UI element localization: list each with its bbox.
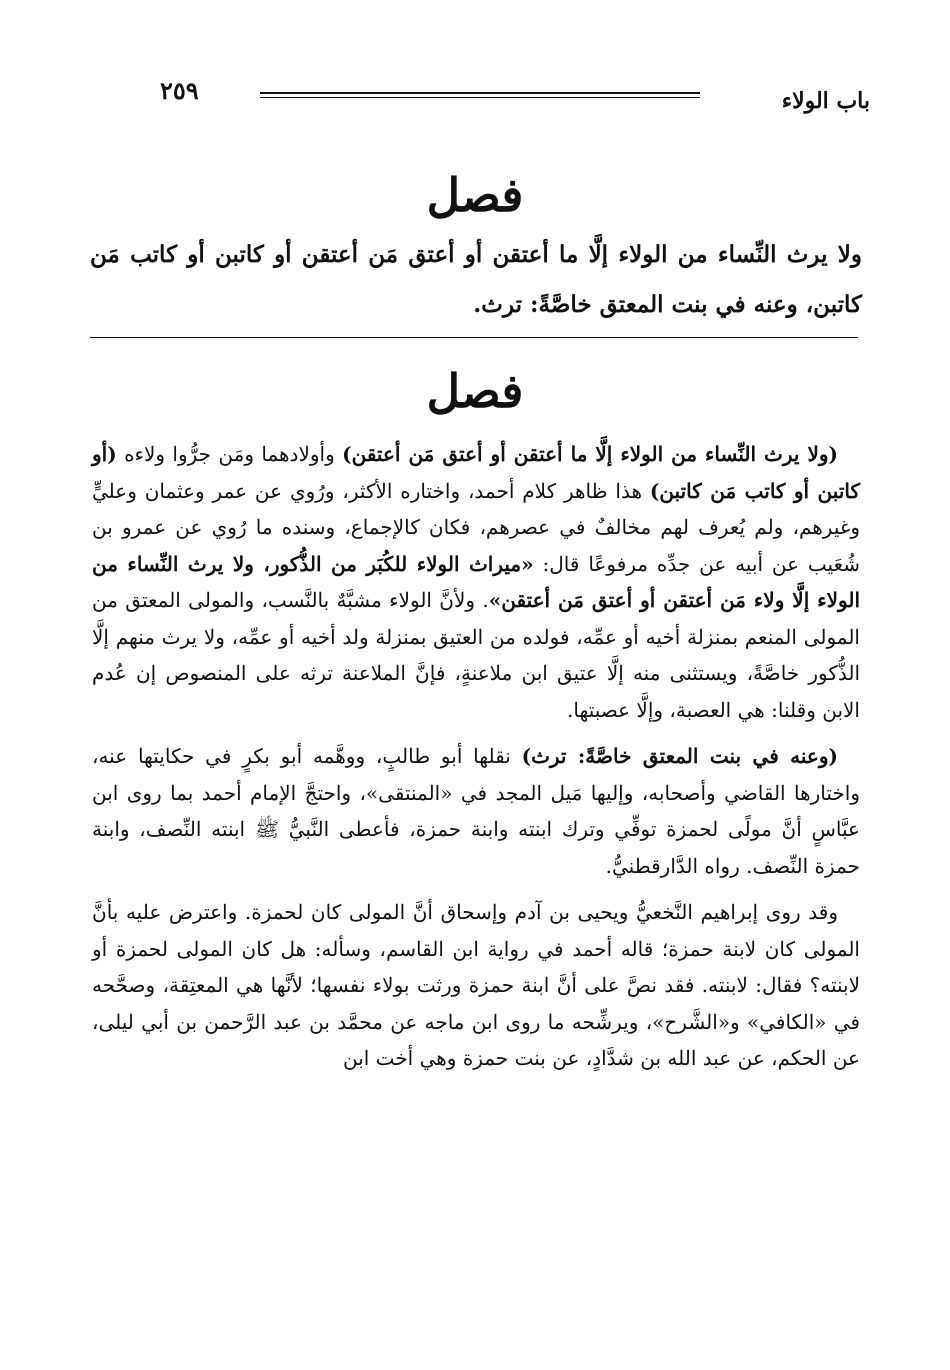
text-run: نقلها أبو طالبٍ، ووهَّمه أبو بكرٍ في حكايتها عنه، واختارها القاضي وأصحابه، وإليها مَيل المجد في «المنتقى»، واحتجَّ الإمام أحمد بما روى ابن عبَّاسٍ أنَّ مولًى لحمزة توفِّي وترك ابنته وابنة حمزة، فأعطى النَّبيُّ ﷺ ابنته النِّصف، وابنة حمزة النِّصف. رواه الدَّارقطنيُّ. — [92, 744, 860, 878]
header-rule — [260, 92, 700, 98]
text-run: وقد روى إبراهيم النَّخعيُّ ويحيى بن آدم وإسحاق أنَّ المولى كان لحمزة. واعترض عليه بأنَّ المولى كان لابنة حمزة؛ قاله أحمد في رواية ابن القاسم، وسأله: هل كان المولى لحمزة أو لابنته؟ فقال: لابنته. فقد نصَّ على أنَّ ابنة حمزة ورثت بولاء نفسها؛ لأنَّها هي المعتِقة، وصحَّحه في «الكافي» و«الشَّرح»، ويرشِّحه ما روى ابن ماجه عن محمَّد بن عبد الرَّحمن بن أبي ليلى، عن الحكم، عن عبد الله بن شدَّادٍ، عن بنت حمزة وهي أخت ابن — [92, 900, 860, 1070]
matn-rule — [90, 337, 858, 338]
text-run: (أو كاتبن أو كاتب مَن كاتبن) — [92, 442, 861, 503]
chapter-title: باب الولاء — [781, 88, 870, 114]
page-number: ٢٥٩ — [160, 76, 199, 105]
commentary-paragraph-1 — [92, 436, 860, 728]
text-run: هذا ظاهر كلام أحمد، واختاره الأكثر، ورُوي عن عمر وعثمان وعليٍّ وغيرهم، ولم يُعرف لهم مخالفٌ في عصرهم، فكان كالإجماع، وسنده ما رُوي عن عمرو بن شُعَيب عن أبيه عن جدِّه مرفوعًا قال: — [92, 478, 860, 576]
section-heading-2: فصل — [426, 364, 524, 418]
matn-text: ولا يرث النِّساء من الولاء إلَّا ما أعتقن أو أعتق مَن أعتقن أو كاتبن أو كاتب مَن كاتبن، وعنه في بنت المعتق خاصَّةً: ترث. — [90, 241, 862, 318]
commentary-body — [92, 436, 860, 1077]
running-header — [160, 78, 870, 118]
text-run: (ولا يرث النِّساء من الولاء إلَّا ما أعتقن أو أعتق مَن أعتقن) — [342, 442, 838, 466]
text-run: . ولأنَّ الولاء مشبَّهٌ بالنَّسب، والمولى المعتق من المولى المنعم بمنزلة أخيه أو عمِّه، فولده من العتيق بمنزلة ولد أخيه أو عمِّه، ولا يرث منهم إلَّا الذُّكور خاصَّةً، ويستثنى منه إلَّا عتيق ابن ملاعنةٍ، فإنَّ الملاعنة ترثه على المنصوص إن عُدم الابن وقلنا: هي العصبة، وإلَّا عصبتها. — [92, 588, 860, 722]
section-heading-1: فصل — [426, 168, 524, 222]
commentary-paragraph-2 — [92, 738, 860, 884]
text-run: (وعنه في بنت المعتق خاصَّةً: ترث) — [521, 744, 838, 768]
text-run: وأولادهما ومَن جرُّوا ولاءه — [116, 442, 343, 466]
commentary-paragraph-3 — [92, 894, 860, 1077]
text-run: «ميراث الولاء للكُبَر من الذُّكور، ولا يرث النِّساء من الولاء إلَّا ولاء مَن أعتقن أو أعتق مَن أعتقن» — [92, 551, 860, 612]
